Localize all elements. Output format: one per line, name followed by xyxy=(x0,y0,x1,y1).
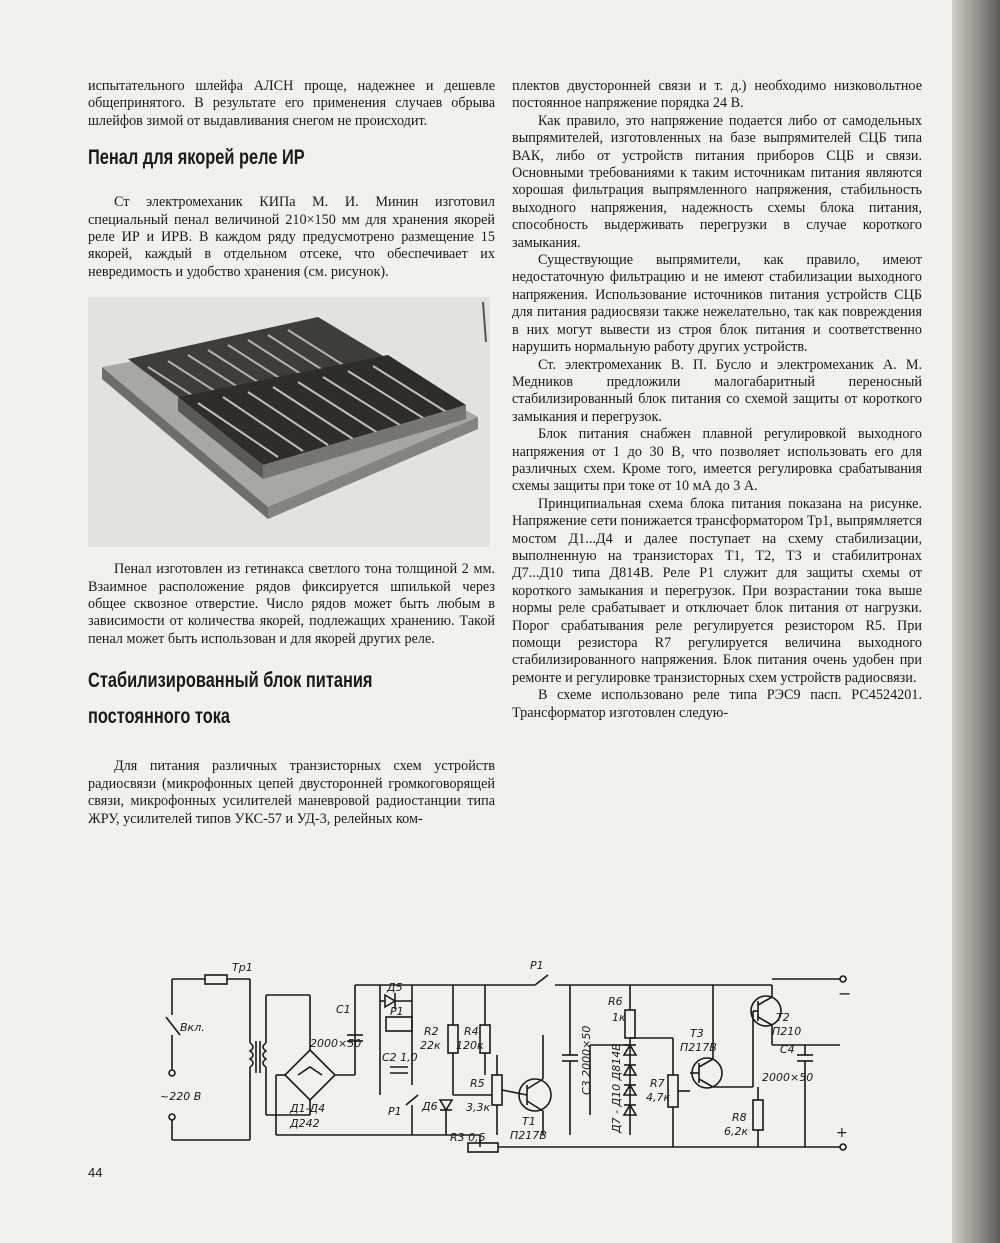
label-p1-contact: P1 xyxy=(388,1105,402,1118)
page-number: 44 xyxy=(88,1165,103,1180)
label-r8-value: 6,2к xyxy=(724,1125,749,1138)
circuit-schematic xyxy=(150,955,870,1165)
article-paragraph: Для питания различных транзисторных схем устройств радиосвязи (микрофонных цепей двусторонней громкоговорящей связи, микрофонных усилителей маневровой радиостанции типа ЖРУ, усилителей типов УКС-57 и УД-3, релейных ком- xyxy=(88,758,495,827)
article-paragraph: Принципиальная схема блока питания показана на рисунке. Напряжение сети понижается трансформатором Тр1, выпрямляется мостом Д1...Д4 и далее поступает на схему стабилизации, выполненную на транзисторах Т1, Т2, Т3 и стабилитронах Д7...Д10 типа Д814В. Реле Р1 служит для защиты схемы от короткого замыкания и перегрузок. При возрастании тока выше нормы реле срабатывает и отключает блок питания от нагрузки. Порог срабатывания реле регулируется резистором R5. При помощи резистора R7 регулируется величина выходного стабилизированного напряжения. Блок питания очень удобен при ремонте и регулировке транзисторных схем устройств радиосвязи. xyxy=(512,495,922,686)
label-plus: + xyxy=(836,1125,848,1141)
label-r5-value: 3,3к xyxy=(466,1101,491,1114)
article-paragraph: Блок питания снабжен плавной регулировкой выходного напряжения от 1 до 30 В, что позволяет использовать его для различных схем. Кроме того, имеется регулировка срабатывания схемы защиты при токе от 10 мА до 3 А. xyxy=(512,426,922,495)
label-c4: C4 xyxy=(780,1043,795,1056)
label-r6-value: 1к xyxy=(612,1011,626,1024)
label-r8: R8 xyxy=(732,1111,747,1124)
label-r3: R3 0,5 xyxy=(450,1131,486,1144)
label-r7: R7 xyxy=(650,1077,665,1090)
label-c3: C3 2000×50 xyxy=(580,1025,593,1095)
book-spine-shadow xyxy=(952,0,1000,1243)
article-paragraph: Как правило, это напряжение подается либо от самодельных выпрямителей, изготовленных на базе выпрямителей СЦБ типа ВАК, либо от устройств питания приборов СЦБ и связи. Основными требованиями к таким источникам питания являются хорошая фильтрация выпрямленного напряжения, стабильность выходного напряжения, надежность схемы блока питания, способность выдерживать перегрузки в случае короткого замыкания. xyxy=(512,112,922,251)
continued-paragraph: испытательного шлейфа АЛСН проще, надежнее и дешевле общепринятого. В результате его применения случаев обрыва шлейфов зимой от выдавливания снегом не происходит. xyxy=(88,78,495,129)
label-bridge: Д1-Д4 xyxy=(290,1102,326,1115)
article-heading-case: Пенал для якорей реле ИР xyxy=(88,146,305,170)
label-t1-type: П217В xyxy=(510,1129,547,1142)
label-r5: R5 xyxy=(470,1077,485,1090)
label-switch: Вкл. xyxy=(180,1021,205,1034)
article-heading-power-supply-line1: Стабилизированный блок питания xyxy=(88,669,373,693)
article-paragraph: плектов двусторонней связи и т. д.) необходимо низковольтное постоянное напряжение порядка 24 В. xyxy=(512,78,922,112)
photo-illustration xyxy=(88,297,490,547)
label-t3-type: П217В xyxy=(680,1041,717,1054)
label-d5: Д5 xyxy=(387,981,403,994)
label-c1-value: 2000×50 xyxy=(310,1037,362,1050)
label-r6: R6 xyxy=(608,995,623,1008)
case-photo xyxy=(88,297,490,547)
right-column xyxy=(512,78,922,722)
label-c4-value: 2000×50 xyxy=(762,1071,814,1084)
article-paragraph: Пенал изготовлен из гетинакса светлого тона толщиной 2 мм. Взаимное расположение рядов фиксируется шпилькой через общее сквозное отверстие. Число рядов может быть любым в зависимости от количества якорей, подлежащих хранению. Такой пенал может быть использован и для якорей других реле. xyxy=(88,561,495,647)
left-column xyxy=(88,78,495,828)
label-zeners: Д7 - Д10 Д814В xyxy=(610,1043,623,1133)
label-c2: C2 1,0 xyxy=(382,1051,418,1064)
label-mains: ~220 В xyxy=(160,1090,202,1103)
label-tr1: Tр1 xyxy=(232,961,253,974)
label-t3: T3 xyxy=(690,1027,704,1040)
label-bridge-type: Д242 xyxy=(290,1117,320,1130)
label-r4: R4 xyxy=(464,1025,479,1038)
label-r4-value: 120к xyxy=(456,1039,484,1052)
label-d6: Д6 xyxy=(422,1100,438,1113)
label-t2: T2 xyxy=(776,1011,790,1024)
label-p1-coil: P1 xyxy=(390,1005,404,1018)
fuse-symbol xyxy=(205,975,227,984)
article-paragraph: Ст. электромеханик В. П. Бусло и электромеханик А. М. Медников предложили малогабаритный переносный стабилизированный блок питания со схемой защиты от короткого замыкания и перегрузок. xyxy=(512,356,922,425)
article-paragraph: Существующие выпрямители, как правило, имеют недостаточную фильтрацию и не имеют стабилизации выходного напряжения. Использование источников питания устройств СЦБ для питания радиосвязи также нежелательно, так как повреждения в них могут вывести из строя блок питания и соответственно нарушить нормальную работу других устройств. xyxy=(512,252,922,356)
label-t2-type: П210 xyxy=(772,1025,802,1038)
article-paragraph: Ст электромеханик КИПа М. И. Минин изготовил специальный пенал величиной 210×150 мм для хранения якорей реле ИР и ИРВ. В каждом ряду предусмотрено размещение 15 якорей, каждый в отдельном отсеке, что обеспечивает их невредимость и удобство хранения (см. рисунок). xyxy=(88,194,495,280)
article-paragraph: В схеме использовано реле типа РЭС9 пасп. РС4524201. Трансформатор изготовлен следую- xyxy=(512,687,922,721)
label-r7-value: 4,7к xyxy=(646,1091,671,1104)
label-minus: − xyxy=(838,984,852,1003)
label-p1-top: P1 xyxy=(530,959,544,972)
label-c1: C1 xyxy=(336,1003,351,1016)
label-r2: R2 xyxy=(424,1025,439,1038)
label-r2-value: 22к xyxy=(420,1039,441,1052)
label-t1: T1 xyxy=(522,1115,536,1128)
article-heading-power-supply-line2: постоянного тока xyxy=(88,705,231,729)
